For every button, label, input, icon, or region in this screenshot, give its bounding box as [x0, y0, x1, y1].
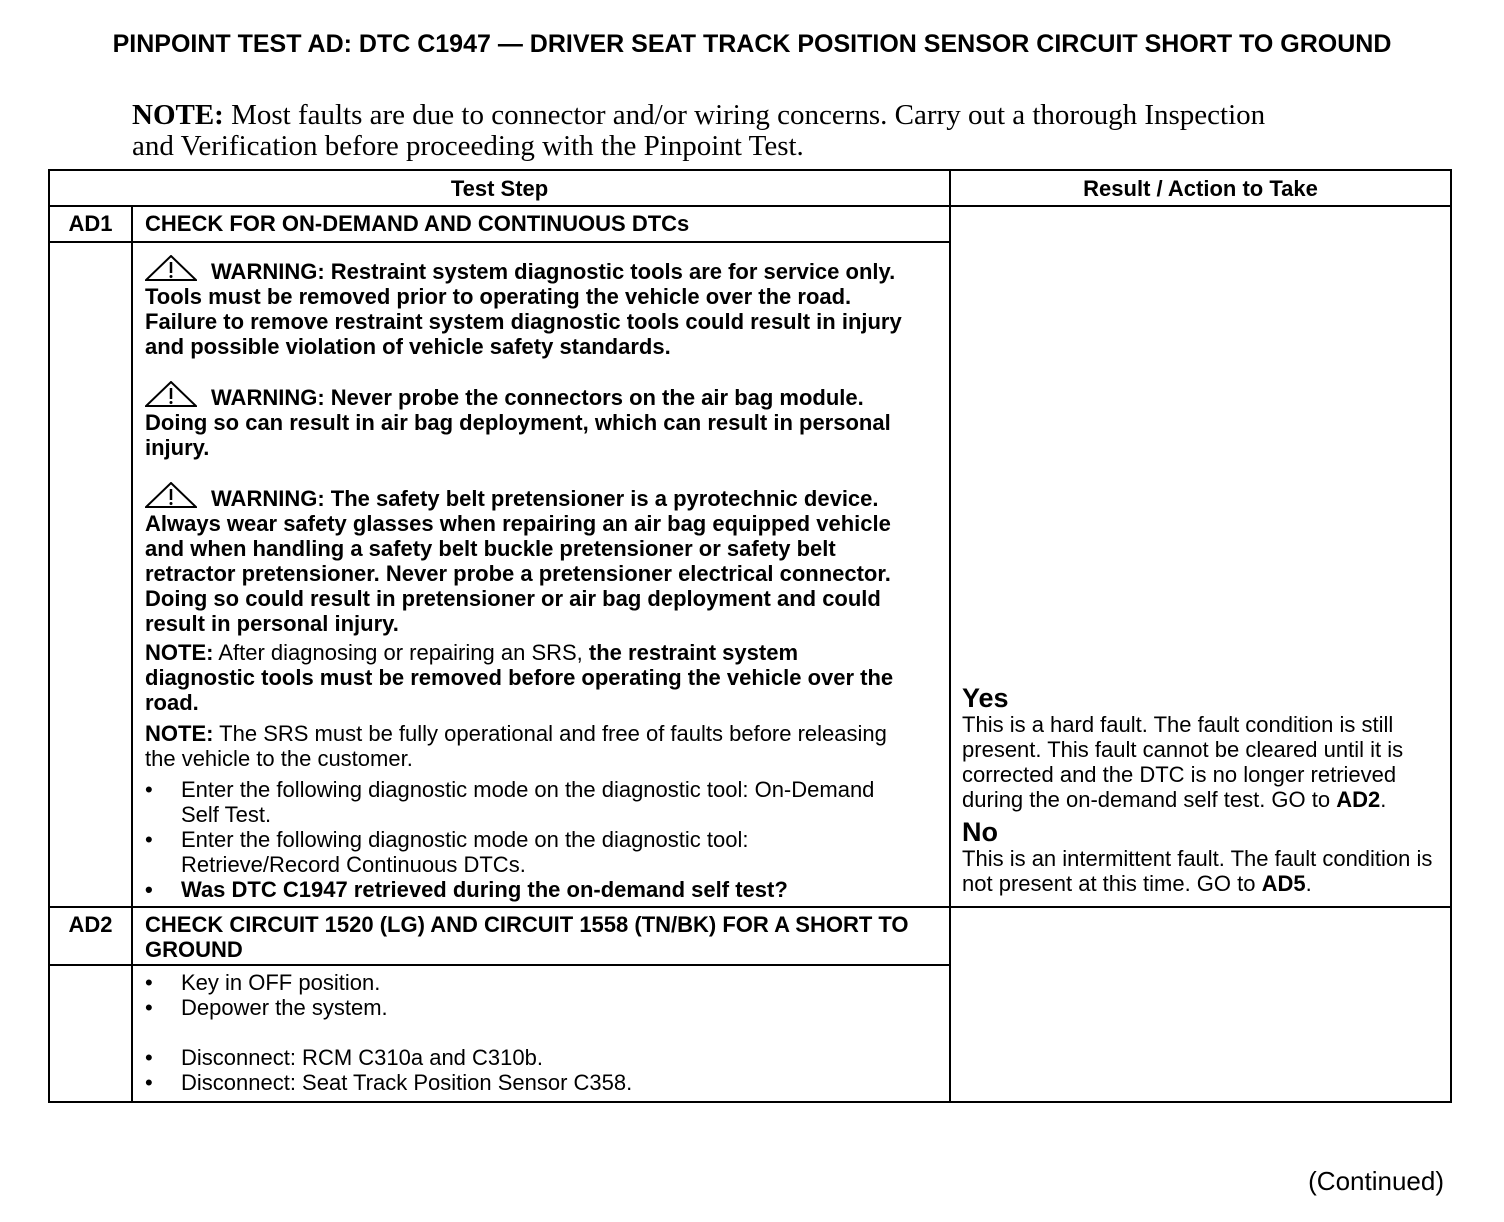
step-body-ad2	[132, 965, 950, 1102]
step-list-ad2a	[145, 970, 937, 1020]
step-note-2: NOTE: The SRS must be fully operational and free of faults before releasing the vehicle to the customer.	[145, 721, 887, 771]
step-list-ad2b	[145, 1045, 937, 1095]
pinpoint-table	[48, 169, 1452, 1103]
warning-1: WARNING: Restraint system diagnostic tools are for service only. Tools must be removed prior to operating the vehicle over the road. Failure to remove restraint system diagnostic tools could result in injury and possible violation of vehicle safety standards.	[145, 255, 909, 359]
intro-note	[132, 100, 1312, 162]
ad2-heading-row	[49, 907, 1451, 965]
continued-label: (Continued)	[1308, 1166, 1444, 1196]
result-cell-ad2	[950, 907, 1451, 1102]
col-header-result: Result / Action to Take	[950, 170, 1451, 206]
list-item: • Key in OFF position.	[145, 970, 937, 995]
step-note-1: NOTE: After diagnosing or repairing an SRS, the restraint system diagnostic tools must be removed before operating the vehicle over the road.	[145, 640, 894, 715]
goto-ad2-link[interactable]: AD2	[1336, 787, 1381, 812]
step-heading-ad2: CHECK CIRCUIT 1520 (LG) AND CIRCUIT 1558 (TN/BK) FOR A SHORT TO GROUND	[132, 907, 950, 965]
step-id-ad1: AD1	[49, 206, 132, 242]
result-yes-label: Yes	[962, 683, 1009, 713]
list-item: • Enter the following diagnostic mode on the diagnostic tool: Retrieve/Record Continuous DTCs.	[145, 827, 909, 877]
ad1-heading-row	[49, 206, 1451, 242]
step-question: • Was DTC C1947 retrieved during the on-demand self test?	[145, 877, 909, 902]
step-body-ad1	[132, 242, 950, 907]
result-no-label: No	[962, 817, 999, 847]
result-no-text: This is an intermittent fault. The fault condition is not present at this time. GO to AD5.	[962, 846, 1433, 896]
warning-2: WARNING: Never probe the connectors on the air bag module. Doing so can result in air bag deployment, which can result in personal injury.	[145, 381, 909, 460]
intro-note-text: Most faults are due to connector and/or wiring concerns. Carry out a thorough Inspection and Verification before proceeding with the Pinpoint Test.	[132, 99, 1266, 162]
col-header-test-step: Test Step	[49, 170, 950, 206]
step-id-ad2: AD2	[49, 907, 132, 965]
intro-note-label: NOTE:	[132, 99, 224, 131]
step-list-ad1	[145, 777, 909, 902]
warning-triangle-icon	[145, 381, 197, 407]
list-item: • Disconnect: Seat Track Position Sensor C358.	[145, 1070, 937, 1095]
result-cell-ad1	[950, 206, 1451, 907]
table-header-row	[49, 170, 1451, 206]
step-heading-ad1: CHECK FOR ON-DEMAND AND CONTINUOUS DTCs	[132, 206, 950, 242]
warning-triangle-icon	[145, 255, 197, 281]
list-item: • Enter the following diagnostic mode on the diagnostic tool: On-Demand Self Test.	[145, 777, 909, 827]
step-id-spacer	[49, 965, 132, 1102]
list-item: • Disconnect: RCM C310a and C310b.	[145, 1045, 937, 1070]
warning-triangle-icon	[145, 482, 197, 508]
page-title: PINPOINT TEST AD: DTC C1947 — DRIVER SEAT TRACK POSITION SENSOR CIRCUIT SHORT TO GROUND	[112, 30, 1392, 58]
list-item: • Depower the system.	[145, 995, 937, 1020]
step-id-spacer	[49, 242, 132, 907]
warning-3: WARNING: The safety belt pretensioner is a pyrotechnic device. Always wear safety glasses when repairing an air bag equipped vehicle and when handling a safety belt buckle pretensioner or safety belt retractor pretensioner. Never probe a pretensioner electrical connector. Doing so could result in pretensioner or air bag deployment and could result in personal injury.	[145, 482, 909, 636]
goto-ad5-link[interactable]: AD5	[1261, 871, 1306, 896]
result-yes-text: This is a hard fault. The fault condition is still present. This fault cannot be cleared until it is corrected and the DTC is no longer retrieved during the on-demand self test. GO to AD2.	[962, 712, 1404, 812]
